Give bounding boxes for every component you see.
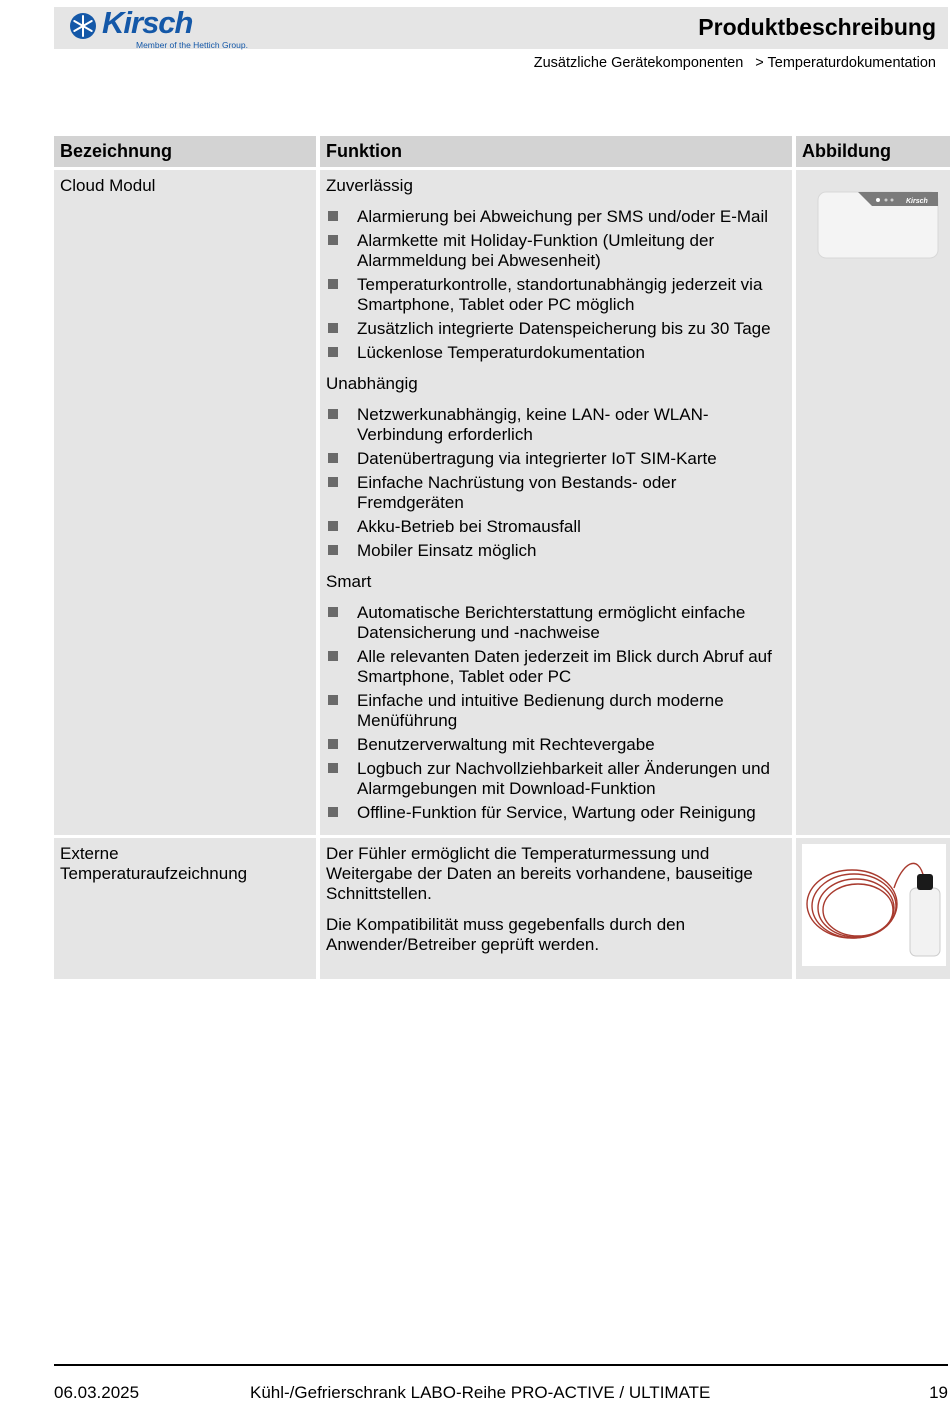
footer-date: 06.03.2025 bbox=[54, 1383, 140, 1402]
list-item: Offline-Funktion für Service, Wartung oder Reinigung bbox=[326, 803, 786, 823]
list-item: Akku-Betrieb bei Stromausfall bbox=[326, 517, 786, 537]
logo-wordmark: Kirsch bbox=[102, 5, 193, 40]
list-item: Benutzerverwaltung mit Rechtevergabe bbox=[326, 735, 786, 755]
paragraph: Der Fühler ermöglicht die Temperaturmessung und Weitergabe der Daten an bereits vorhandene, bauseitige Schnittstellen. bbox=[326, 844, 753, 903]
page-title: Produktbeschreibung bbox=[698, 14, 936, 40]
page-header bbox=[54, 7, 948, 49]
footer-product: Kühl-/Gefrierschrank LABO-Reihe PRO-ACTIVE / ULTIMATE bbox=[250, 1383, 711, 1402]
snowflake-logo-icon bbox=[66, 11, 100, 41]
list-item: Logbuch zur Nachvollziehbarkeit aller Änderungen und Alarmgebungen mit Download-Funktion bbox=[326, 759, 786, 799]
column-header-bezeichnung: Bezeichnung bbox=[54, 136, 316, 167]
external-recording-functions bbox=[320, 838, 792, 979]
breadcrumb bbox=[534, 55, 936, 71]
column-header-funktion: Funktion bbox=[320, 136, 792, 167]
table-row bbox=[54, 170, 950, 835]
feature-list bbox=[326, 603, 786, 823]
footer-divider bbox=[54, 1364, 948, 1366]
external-recording-name: Externe Temperaturaufzeichnung bbox=[54, 838, 316, 979]
list-item: Alarmierung bei Abweichung per SMS und/oder E-Mail bbox=[326, 207, 786, 227]
kirsch-logo bbox=[62, 5, 252, 50]
table-row bbox=[54, 838, 950, 979]
footer-page-number: 19 bbox=[929, 1383, 948, 1402]
cloud-module-image bbox=[802, 176, 950, 266]
cloud-module-functions bbox=[320, 170, 792, 835]
column-header-abbildung: Abbildung bbox=[796, 136, 950, 167]
list-item: Lückenlose Temperaturdokumentation bbox=[326, 343, 786, 363]
list-item: Automatische Berichterstattung ermöglicht einfache Datensicherung und -nachweise bbox=[326, 603, 786, 643]
group-title: Unabhängig bbox=[326, 374, 418, 393]
breadcrumb-section: Zusätzliche Gerätekomponenten bbox=[533, 55, 744, 71]
cloud-module-name: Cloud Modul bbox=[54, 170, 316, 835]
list-item: Einfache und intuitive Bedienung durch moderne Menüführung bbox=[326, 691, 786, 731]
cloud-module-image-cell bbox=[796, 170, 950, 835]
feature-list bbox=[326, 207, 786, 363]
list-item: Datenübertragung via integrierter IoT SIM-Karte bbox=[326, 449, 786, 469]
table-header-row bbox=[54, 136, 950, 167]
device-logo-label: Kirsch bbox=[906, 198, 928, 205]
list-item: Netzwerkunabhängig, keine LAN- oder WLAN-Verbindung erforderlich bbox=[326, 405, 786, 445]
group-title: Smart bbox=[326, 572, 372, 591]
paragraph: Die Kompatibilität muss gegebenfalls durch den Anwender/Betreiber geprüft werden. bbox=[326, 915, 686, 954]
logo-tagline: Member of the Hettich Group. bbox=[136, 40, 248, 50]
breadcrumb-page: > Temperaturdokumentation bbox=[755, 55, 936, 71]
list-item: Zusätzlich integrierte Datenspeicherung bis zu 30 Tage bbox=[326, 319, 786, 339]
group-title: Zuverlässig bbox=[326, 176, 413, 195]
list-item: Alle relevanten Daten jederzeit im Blick durch Abruf auf Smartphone, Tablet oder PC bbox=[326, 647, 786, 687]
temperature-sensor-image bbox=[802, 844, 946, 966]
list-item: Alarmkette mit Holiday-Funktion (Umleitung der Alarmmeldung bei Abwesenheit) bbox=[326, 231, 786, 271]
product-table bbox=[50, 133, 950, 982]
list-item: Temperaturkontrolle, standortunabhängig jederzeit via Smartphone, Tablet oder PC möglich bbox=[326, 275, 786, 315]
list-item: Einfache Nachrüstung von Bestands- oder Fremdgeräten bbox=[326, 473, 786, 513]
feature-list bbox=[326, 405, 786, 561]
sensor-image-cell bbox=[796, 838, 950, 979]
list-item: Mobiler Einsatz möglich bbox=[326, 541, 786, 561]
